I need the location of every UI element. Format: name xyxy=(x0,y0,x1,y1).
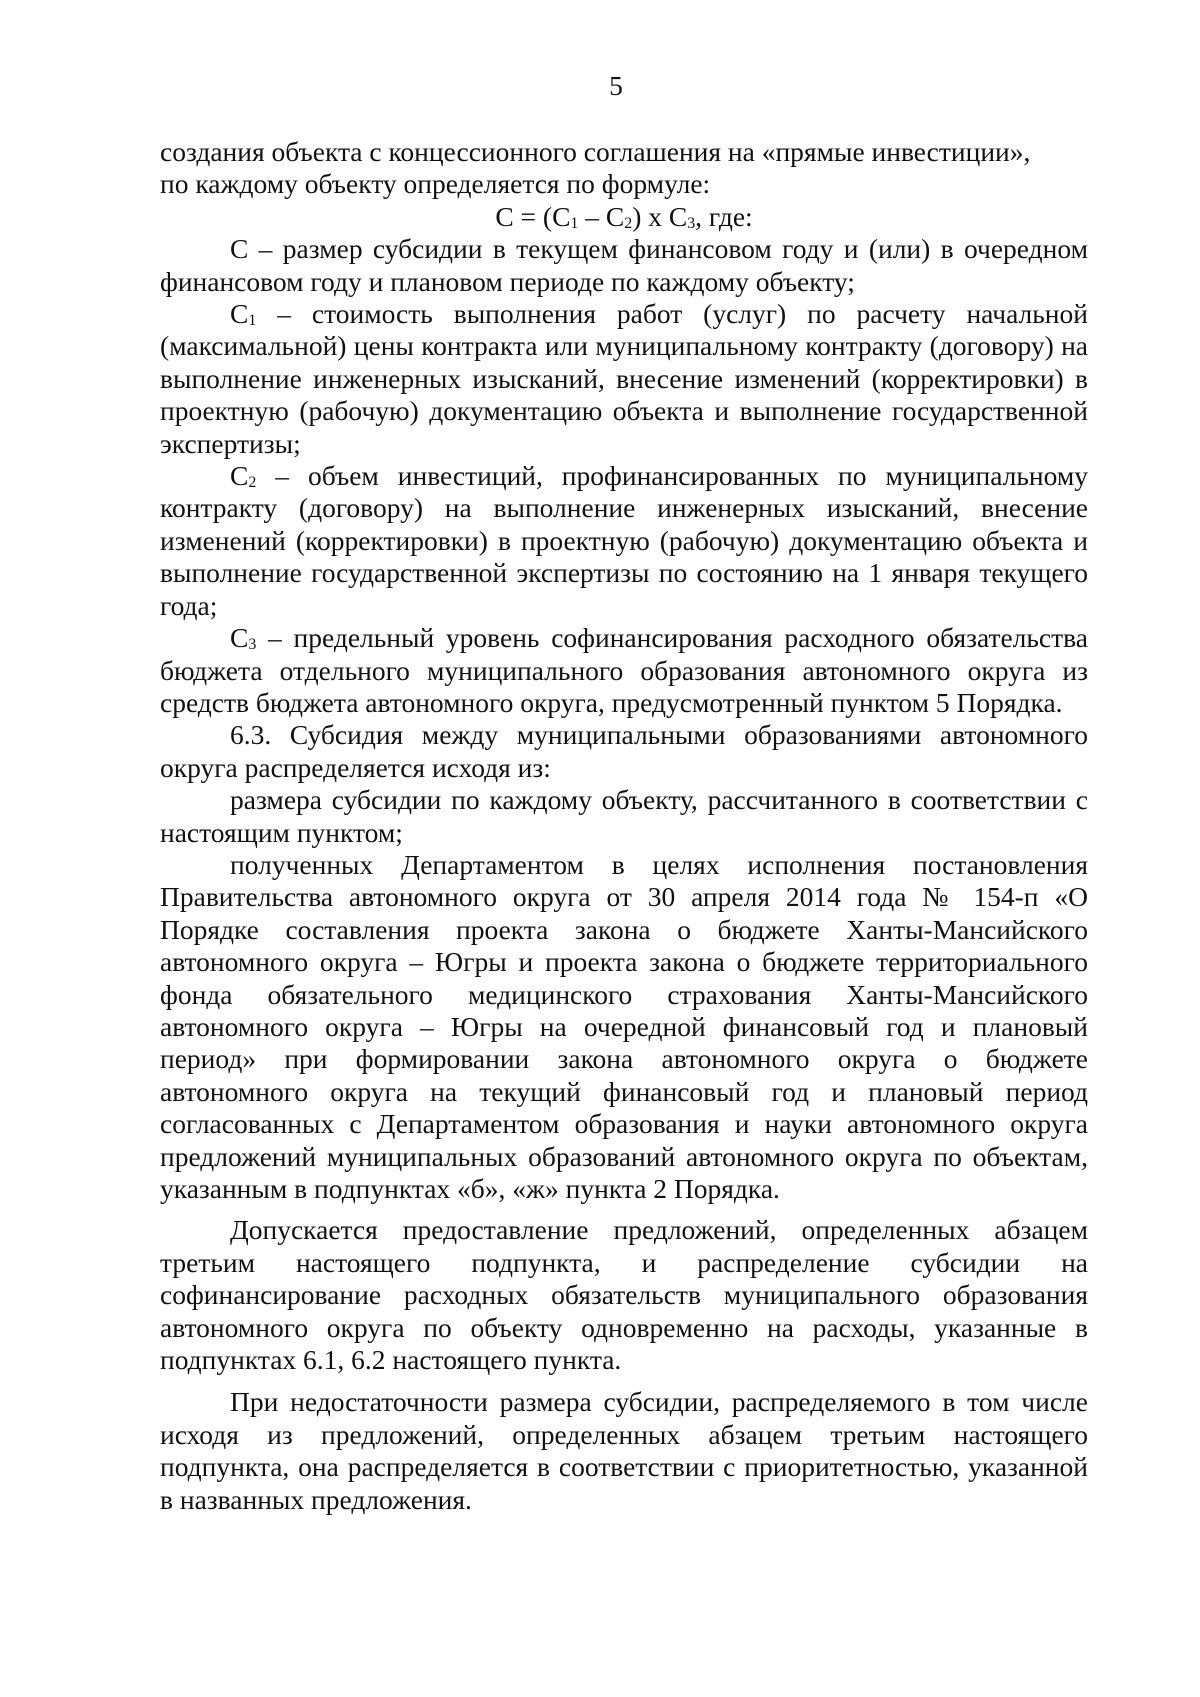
symbol: С xyxy=(230,298,249,330)
item-proposals: полученных Департаментом в целях исполнения постановления Правительства автономного округа от 30 апреля 2014 года № 154-п «О Порядке составления проекта закона о бюджете Ханты-Мансийского автономного округа – Югры и проекта закона о бюджете территориального фонда обязательного медицинского страхования Ханты-Мансийского автономного округа – Югры на очередной финансовый год и плановый период» при формировании закона автономного округа о бюджете автономного округа на текущий финансовый год и плановый период согласованных с Департаментом образования и науки автономного округа предложений муниципальных образований автономного округа по объектам, указанным в подпунктах «б», «ж» пункта 2 Порядка. xyxy=(160,848,1088,1204)
symbol-subscript: 1 xyxy=(248,311,257,329)
definition-c: С – размер субсидии в текущем финансовом году и (или) в очередном финансовом году и плановом периоде по каждому объекту; xyxy=(160,233,1088,297)
formula-subscript: 2 xyxy=(624,214,633,232)
symbol-subscript: 3 xyxy=(248,636,257,653)
formula-part: – C xyxy=(578,200,625,232)
formula-part: , где: xyxy=(695,200,753,232)
formula-part: ) x C xyxy=(632,200,688,232)
symbol-subscript: 2 xyxy=(248,473,257,491)
paragraph-allowed: Допускается предоставление предложений, определенных абзацем третьим настоящего подпункта, и распределение субсидии на софинансирование расходных обязательств муниципального образования автономного округа по объекту одновременно на расходы, указанные в подпунктах 6.1, 6.2 настоящего пункта. xyxy=(160,1214,1088,1376)
subsidy-formula xyxy=(160,201,1088,233)
definition-c3 xyxy=(160,622,1088,719)
item-subsidy-size: размера субсидии по каждому объекту, рассчитанного в соответствии с настоящим пунктом; xyxy=(160,784,1088,848)
intro-line-1: создания объекта с концессионного соглашения на «прямые инвестиции», xyxy=(160,136,1031,167)
paragraph-insufficient: При недостаточности размера субсидии, распределяемого в том числе исходя из предложений, определенных абзацем третьим настоящего подпункта, она распределяется в соответствии с приоритетностью, указанной в названных предложения. xyxy=(160,1386,1088,1515)
definition-text: – объем инвестиций, профинансированных по муниципальному контракту (договору) на выполнение инженерных изысканий, внесение изменений (корректировки) в проектную (рабочую) документацию объекта и выполнение государственной экспертизы по состоянию на 1 января текущего года; xyxy=(160,460,1088,621)
symbol: С xyxy=(230,622,249,654)
formula-subscript: 3 xyxy=(687,214,696,232)
definition-c1 xyxy=(160,298,1088,460)
document-body xyxy=(160,136,1088,1516)
definition-text: – стоимость выполнения работ (услуг) по расчету начальной (максимальной) цены контракта или муниципальному контракту (договору) на выполнение инженерных изысканий, внесение изменений (корректировки) в проектную (рабочую) документацию объекта и выполнение государственной экспертизы; xyxy=(160,298,1088,459)
section-6-3: 6.3. Субсидия между муниципальными образованиями автономного округа распределяется исходя из: xyxy=(160,719,1088,783)
definition-text: – предельный уровень софинансирования расходного обязательства бюджета отдельного муниципального образования автономного округа из средств бюджета автономного округа, предусмотренный пунктом 5 Порядка. xyxy=(160,622,1088,718)
symbol: С xyxy=(230,460,249,492)
formula-part: C = (C xyxy=(495,200,571,232)
definition-c2 xyxy=(160,460,1088,622)
intro-line-2: по каждому объекту определяется по формуле: xyxy=(160,168,711,200)
formula-subscript: 1 xyxy=(570,214,579,232)
page-number: 5 xyxy=(609,70,623,101)
